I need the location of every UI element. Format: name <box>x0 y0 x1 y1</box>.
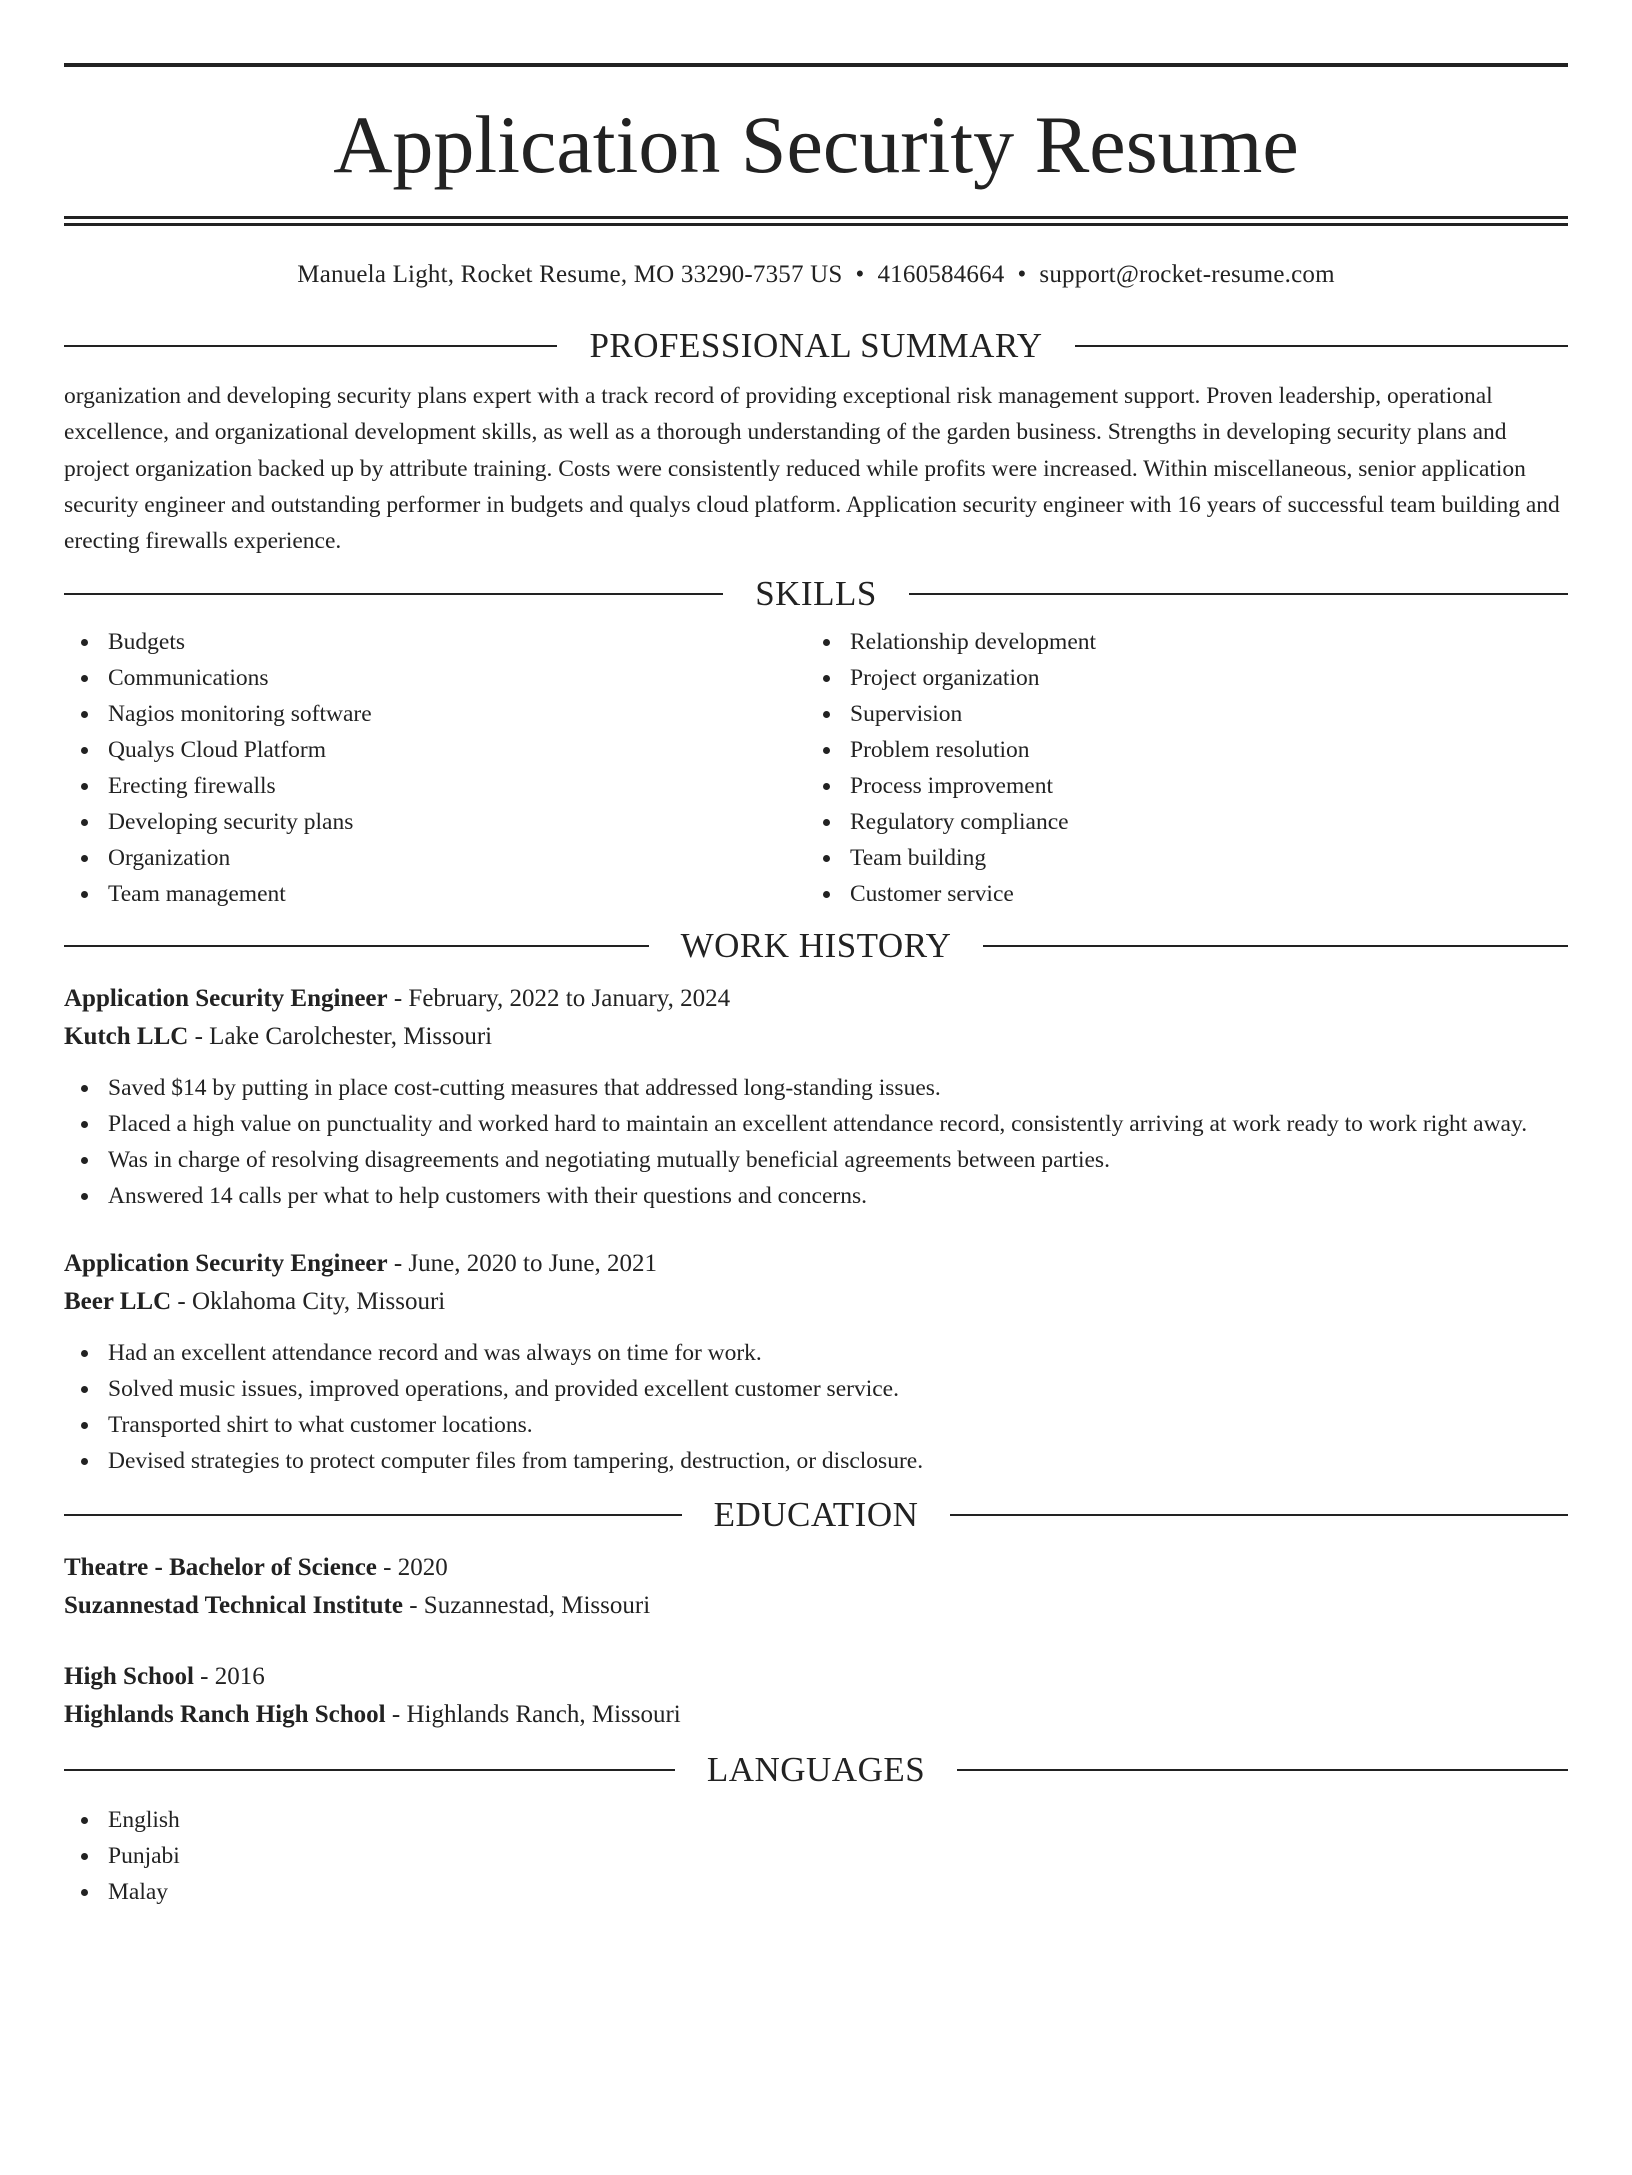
summary-heading-label: PROFESSIONAL SUMMARY <box>589 326 1043 365</box>
job-title-line <box>64 980 1568 1018</box>
job-company-line <box>64 1283 1568 1321</box>
job-entry <box>64 1245 1568 1479</box>
language-item: English <box>64 1802 1568 1838</box>
job-title-line <box>64 1245 1568 1283</box>
skill-item: Supervision <box>806 696 1548 732</box>
resume-title: Application Security Resume <box>333 99 1299 190</box>
heading-rule <box>64 345 557 347</box>
skill-item: Organization <box>64 840 806 876</box>
heading-rule <box>64 1769 675 1771</box>
job-bullets <box>64 1335 1568 1479</box>
contact-email: support@rocket-resume.com <box>1039 261 1335 288</box>
job-bullet: Answered 14 calls per what to help customers with their questions and concerns. <box>64 1178 1568 1214</box>
job-bullet: Had an excellent attendance record and was always on time for work. <box>64 1335 1568 1371</box>
skill-item: Communications <box>64 660 806 696</box>
education-school: Suzannestad Technical Institute <box>64 1592 403 1620</box>
education-entry <box>64 1549 1568 1625</box>
job-location: - Lake Carolchester, Missouri <box>188 1023 493 1051</box>
job-company: Beer LLC <box>64 1288 172 1316</box>
job-bullet: Saved $14 by putting in place cost-cutting measures that addressed long-standing issues. <box>64 1070 1568 1106</box>
language-item: Malay <box>64 1874 1568 1910</box>
job-dates: - February, 2022 to January, 2024 <box>387 985 731 1013</box>
education-school-line <box>64 1696 1568 1734</box>
work-history-heading <box>64 926 1568 966</box>
skill-item: Regulatory compliance <box>806 804 1548 840</box>
languages-heading <box>64 1750 1568 1790</box>
education-heading <box>64 1495 1568 1535</box>
skill-item: Erecting firewalls <box>64 768 806 804</box>
skills-list-right <box>806 624 1548 912</box>
job-bullet: Solved music issues, improved operations, and provided excellent customer service. <box>64 1371 1568 1407</box>
language-item: Punjabi <box>64 1838 1568 1874</box>
skill-item: Budgets <box>64 624 806 660</box>
heading-rule <box>64 945 649 947</box>
languages-list <box>64 1802 1568 1910</box>
heading-rule <box>64 593 723 595</box>
education-entry <box>64 1658 1568 1734</box>
job-bullet: Placed a high value on punctuality and worked hard to maintain an excellent attendance record, consistently arriving at work ready to work right away. <box>64 1106 1568 1142</box>
job-bullet: Devised strategies to protect computer files from tampering, destruction, or disclosure. <box>64 1443 1568 1479</box>
job-dates: - June, 2020 to June, 2021 <box>387 1250 658 1278</box>
education-year: - 2016 <box>193 1663 265 1691</box>
education-degree-line <box>64 1658 1568 1696</box>
job-location: - Oklahoma City, Missouri <box>171 1288 446 1316</box>
title-double-rule <box>64 216 1568 226</box>
job-company-line <box>64 1018 1568 1056</box>
education-degree-line <box>64 1549 1568 1587</box>
education-location: - Suzannestad, Missouri <box>402 1592 651 1620</box>
contact-separator: • <box>1017 261 1027 288</box>
languages-heading-label: LANGUAGES <box>706 1750 926 1790</box>
education-year: - 2020 <box>376 1554 448 1582</box>
job-company: Kutch LLC <box>64 1023 189 1051</box>
job-bullets <box>64 1070 1568 1214</box>
skill-item: Customer service <box>806 876 1548 912</box>
heading-rule <box>909 593 1568 595</box>
skills-columns <box>64 624 1568 912</box>
heading-rule <box>64 1514 682 1516</box>
heading-rule <box>950 1514 1568 1516</box>
contact-phone: 4160584664 <box>877 261 1005 288</box>
skills-heading <box>64 574 1568 614</box>
job-title: Application Security Engineer <box>64 1250 388 1278</box>
job-title: Application Security Engineer <box>64 985 388 1013</box>
education-location: - Highlands Ranch, Missouri <box>385 1701 681 1729</box>
heading-rule <box>957 1769 1568 1771</box>
heading-rule <box>1075 345 1568 347</box>
skill-item: Team management <box>64 876 806 912</box>
skills-list-left <box>64 624 806 912</box>
skill-item: Developing security plans <box>64 804 806 840</box>
summary-text: organization and developing security plans expert with a track record of providing exceptional risk management support. Proven leadership, operational excellence, and organizational development skills, as well as a thorough understanding of the garden business. Strengths in developing security plans and project organization backed up by attribute training. Costs were consistently reduced while profits were increased. Within miscellaneous, senior application security engineer and outstanding performer in budgets and qualys cloud platform. Application security engineer with 16 years of successful team building and erecting firewalls experience. <box>64 383 1560 555</box>
job-bullet: Was in charge of resolving disagreements and negotiating mutually beneficial agreements between parties. <box>64 1142 1568 1178</box>
education-degree: Theatre - Bachelor of Science <box>64 1554 377 1582</box>
contact-line <box>64 260 1568 290</box>
education-degree: High School <box>64 1663 194 1691</box>
education-heading-label: EDUCATION <box>713 1495 919 1535</box>
top-rule <box>64 63 1568 67</box>
summary-heading <box>64 326 1568 366</box>
education-school-line <box>64 1587 1568 1625</box>
contact-separator: • <box>855 261 865 288</box>
skill-item: Qualys Cloud Platform <box>64 732 806 768</box>
skill-item: Nagios monitoring software <box>64 696 806 732</box>
resume-page <box>0 63 1632 2175</box>
work-history-heading-label: WORK HISTORY <box>680 926 952 966</box>
skill-item: Project organization <box>806 660 1548 696</box>
job-entry <box>64 980 1568 1214</box>
skill-item: Problem resolution <box>806 732 1548 768</box>
heading-rule <box>983 945 1568 947</box>
skill-item: Relationship development <box>806 624 1548 660</box>
skill-item: Process improvement <box>806 768 1548 804</box>
job-bullet: Transported shirt to what customer locations. <box>64 1407 1568 1443</box>
education-school: Highlands Ranch High School <box>64 1701 386 1729</box>
skills-heading-label: SKILLS <box>755 574 877 614</box>
contact-address: Manuela Light, Rocket Resume, MO 33290-7357 US <box>297 261 843 288</box>
skill-item: Team building <box>806 840 1548 876</box>
